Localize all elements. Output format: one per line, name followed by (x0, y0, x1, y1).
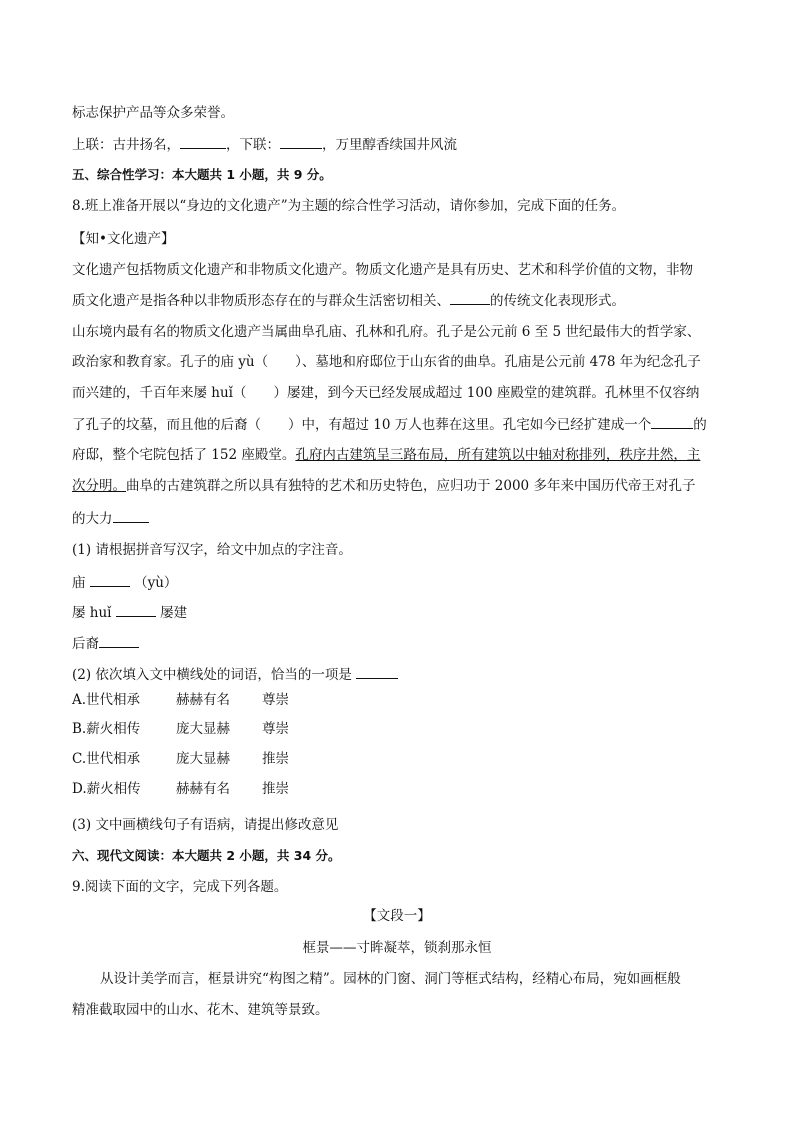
answer-blank (651, 414, 693, 429)
paragraph-text: 的传统文化表现形式。 (490, 293, 625, 309)
answer-blank (90, 572, 130, 587)
sub-question (72, 664, 398, 685)
paragraph-text: 的大力 (72, 511, 113, 527)
passage-line: 精准截取园中的山水、花木、建筑等景致。 (72, 1002, 329, 1018)
question-stem: 8.班上准备开展以“身边的文化遗产”为主题的综合性学习活动，请你参加，完成下面的任务。 (72, 198, 626, 214)
paragraph-text: 曲阜的古建筑群之所以具有独特的艺术和历史特色，应归功于 2000 多年来中国历代帝王对孔子 (126, 478, 696, 494)
answer-blank (280, 134, 322, 149)
answer-line (72, 602, 187, 623)
answer-line (72, 633, 139, 654)
paragraph-line (72, 508, 149, 529)
paragraph-line: 山东境内最有名的物质文化遗产当属曲阜孔庙、孔林和孔府。孔子是公元前 6 至 5 世纪最伟大的哲学家、 (72, 324, 701, 340)
answer-label: 屡 huǐ (72, 605, 112, 621)
section-heading: 五、综合性学习：本大题共 1 小题，共 9 分。 (72, 167, 332, 182)
paragraph-text: 质文化遗产是指各种以非物质形态存在的与群众生活密切相关、 (72, 293, 450, 309)
option-word: 推崇 (262, 781, 289, 797)
option-word: 推崇 (262, 751, 289, 767)
option-word: 赫赫有名 (176, 781, 230, 797)
answer-hint: 屡建 (160, 605, 188, 621)
option-word: 赫赫有名 (176, 692, 230, 708)
paragraph-line (72, 290, 625, 311)
text-line: 标志保护产品等众多荣誉。 (72, 105, 234, 121)
sub-question: (3) 文中画横线句子有语病，请提出修改意见 (72, 817, 339, 833)
answer-blank (450, 290, 490, 305)
passage-label: 【文段一】 (363, 908, 431, 924)
paragraph-line: 政治家和教育家。孔子的庙 yù（ ）、墓地和府邸位于山东省的曲阜。孔庙是公元前 478 年为纪念孔子 (72, 354, 701, 370)
answer-label: 后裔 (72, 636, 99, 652)
passage-title: 框景——寸眸凝萃，锁刹那永恒 (302, 940, 492, 956)
answer-blank (113, 508, 149, 523)
answer-label: 庙 (72, 575, 86, 591)
paragraph-text: 了孔子的坟墓，而且他的后裔（ ）中，有超过 10 万人也葬在这里。孔宅如今已经扩建成一个 (72, 417, 652, 433)
underlined-sentence: 孔府内古建筑呈三路布局，所有建筑以中轴对称排列，秩序井然，主 (295, 447, 701, 463)
paragraph-line: 文化遗产包括物质文化遗产和非物质文化遗产。物质文化遗产是具有历史、艺术和科学价值的文物，非物 (72, 262, 693, 278)
answer-line (72, 572, 177, 593)
couplet-tail: ，万里醇香续国井风流 (322, 137, 457, 153)
subsection-heading: 【知•文化遗产】 (72, 231, 175, 247)
passage-line: 从设计美学而言，框景讲究“构图之精”。园林的门窗、洞门等框式结构，经精心布局，宛如画框般 (100, 971, 681, 987)
couplet-line (72, 134, 457, 155)
paragraph-text: 的 (693, 417, 707, 433)
option-row (72, 779, 289, 799)
paragraph-line (72, 414, 707, 435)
option-word: 庞大显赫 (176, 721, 230, 737)
sub-question: (1) 请根据拼音写汉字，给文中加点的字注音。 (72, 542, 352, 558)
option-word: 尊崇 (262, 721, 289, 737)
paragraph-line: 而兴建的，千百年来屡 huǐ（ ）屡建，到今天已经发展成超过 100 座殿堂的建筑群。孔林里不仅容纳 (72, 385, 700, 401)
underlined-sentence: 次分明。 (72, 478, 126, 494)
section-heading: 六、现代文阅读：本大题共 2 小题，共 34 分。 (72, 848, 341, 863)
paragraph-line (72, 476, 695, 496)
answer-blank (99, 633, 139, 648)
couplet-upper-label: 上联：古井扬名， (72, 137, 180, 153)
answer-hint: （yù） (134, 575, 178, 591)
option-row (72, 690, 289, 710)
option-label: D.薪火相传 (72, 781, 141, 797)
answer-blank (180, 134, 226, 149)
option-word: 尊崇 (262, 692, 289, 708)
paragraph-text: 府邸，整个宅院包括了 152 座殿堂。 (72, 447, 296, 463)
question-stem: 9.阅读下面的文字，完成下列各题。 (72, 879, 288, 895)
sub-question-text: (2) 依次填入文中横线处的词语，恰当的一项是 (72, 667, 352, 683)
paragraph-line (72, 445, 700, 465)
option-label: A.世代相承 (72, 692, 141, 708)
answer-blank (356, 664, 398, 679)
option-word: 庞大显赫 (176, 751, 230, 767)
couplet-lower-label: ，下联： (226, 137, 280, 153)
option-label: C.世代相承 (72, 751, 141, 767)
option-row (72, 749, 289, 769)
answer-blank (116, 602, 156, 617)
option-label: B.薪火相传 (72, 721, 141, 737)
option-row (72, 719, 289, 739)
